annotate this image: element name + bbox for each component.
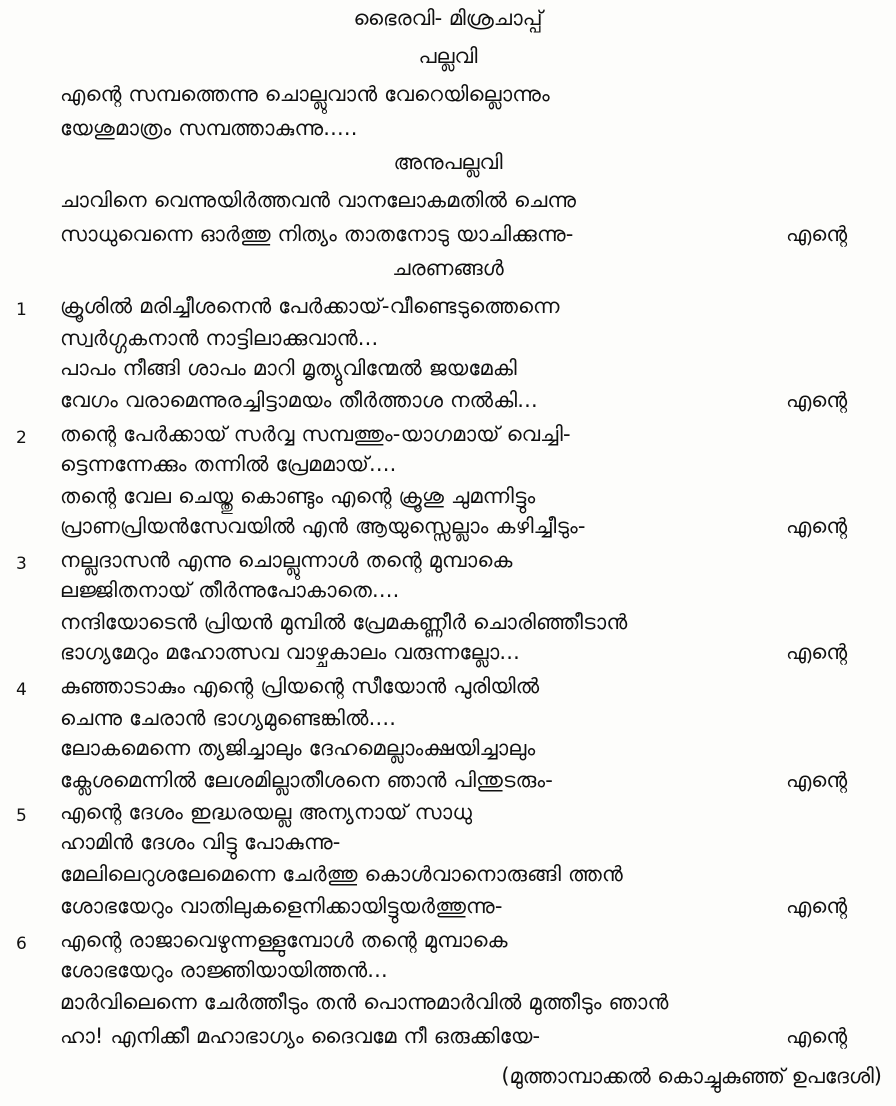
stanza-line: നല്ലദാസൻ എന്നു ചൊല്ലുന്നാൾ തന്റെ മുമ്പാകെ [60, 548, 513, 572]
stanza-line: ഹാ! എനിക്കീ മഹാഭാഗ്യം ദൈവമേ നീ ഒരുക്കിയേ- [60, 1024, 541, 1048]
stanza-line: ഹാമിൻ ദേശം വിട്ടു പോകുന്നു- [60, 830, 341, 854]
anupallavi-line: ചാവിനെ വെന്നുയിർത്തവൻ വാനലോകമതിൽ ചെന്നു [60, 188, 577, 212]
stanza-number: 2 [16, 428, 27, 448]
stanza-line: വേഗം വരാമെന്നുരച്ചിട്ടാമയം തീർത്താശ നൽകി... [60, 388, 538, 412]
stanza-number: 6 [16, 934, 27, 954]
stanza-line: കുഞ്ഞാടാകും എന്റെ പ്രിയന്റെ സീയോൻ പുരിയിൽ [60, 674, 540, 698]
refrain-word: എന്റെ [786, 894, 848, 918]
stanza-number: 5 [16, 806, 27, 826]
stanza-number: 4 [16, 680, 27, 700]
stanza-line: മേലിലെറുശലേമെന്നെ ചേർത്തു കൊൾവാനൊരുങ്ങി ത്തൻ [60, 862, 623, 886]
stanza-line: ട്ടെന്നന്നേക്കും തന്നിൽ പ്രേമമായ്.... [60, 452, 397, 476]
stanza-line: പ്രാണപ്രിയൻസേവയിൽ എൻ ആയുസ്സെല്ലാം കഴിച്ചീടും- [60, 514, 586, 538]
stanza-number: 3 [16, 554, 27, 574]
charanam-heading: ചരണങ്ങൾ [392, 256, 504, 280]
stanza-line: സ്വർഗ്ഗകനാൻ നാട്ടിലാക്കുവാൻ... [60, 326, 379, 350]
anupallavi-line: സാധുവെന്നെ ഓർത്തു നിത്യം താതനോടു യാചിക്കുന്നു- [60, 222, 574, 246]
pallavi-heading: പല്ലവി [418, 44, 478, 68]
pallavi-line: എന്റെ സമ്പത്തെന്നു ചൊല്ലുവാൻ വേറെയില്ലൊന്നും [60, 82, 550, 106]
refrain-word: എന്റെ [786, 1024, 848, 1048]
stanza-line: ക്ലേശമെന്നിൽ ലേശമില്ലാതീശനെ ഞാൻ പിന്തുടരും- [60, 768, 554, 792]
stanza-line: ലോകമെന്നെ ത്യജിച്ചാലും ദേഹമെല്ലാംക്ഷയിച്ചാലും [60, 736, 536, 760]
stanza-number: 1 [16, 300, 27, 320]
pallavi-line: യേശുമാത്രം സമ്പത്താകുന്നു..... [60, 116, 358, 140]
stanza-line: ചെന്നു ചേരാൻ ഭാഗ്യമുണ്ടെങ്കിൽ.... [60, 706, 397, 730]
stanza-line: എന്റെ ദേശം ഇദ്ധരയല്ല അന്യനായ് സാധു [60, 800, 473, 824]
author-attribution: (മുത്താമ്പാക്കൽ കൊച്ചുകുഞ്ഞ് ഉപദേശി) [501, 1064, 882, 1088]
stanza-line: എന്റെ രാജാവെഴുന്നള്ളുമ്പോൾ തന്റെ മുമ്പാകെ [60, 928, 508, 952]
refrain-word: എന്റെ [786, 768, 848, 792]
stanza-line: തന്റെ വേല ചെയ്തു കൊണ്ടും എന്റെ ക്രൂശു ചുമന്നിട്ടും [60, 484, 536, 508]
stanza-line: ശോഭയേറും വാതിലുകളെനിക്കായിട്ടുയർത്തുന്നു- [60, 894, 503, 918]
refrain-word: എന്റെ [786, 640, 848, 664]
refrain-word: എന്റെ [786, 514, 848, 538]
refrain-word: എന്റെ [786, 388, 848, 412]
stanza-line: നന്ദിയോടെൻ പ്രിയൻ മുമ്പിൽ പ്രേമകണ്ണീർ ചൊരിഞ്ഞീടാൻ [60, 610, 628, 634]
anupallavi-heading: അനുപല്ലവി [393, 150, 503, 174]
stanza-line: ലജ്ജിതനായ് തീർന്നുപോകാതെ.... [60, 578, 400, 602]
raga-title: ഭൈരവി- മിശ്രചാപ്പ് [353, 6, 543, 30]
refrain-word: എന്റെ [786, 222, 848, 246]
stanza-line: ശോഭയേറും രാജ്ഞിയായിത്തൻ... [60, 958, 388, 982]
stanza-line: ഭാഗ്യമേറും മഹോത്സവ വാഴ്ചകാലം വരുന്നല്ലോ... [60, 640, 521, 664]
stanza-line: മാർവിലെന്നെ ചേർത്തീടും തൻ പൊന്നുമാർവിൽ മുത്തീടും ഞാൻ [60, 990, 669, 1014]
stanza-line: തന്റെ പേർക്കായ് സർവ്വ സമ്പത്തും-യാഗമായ് വെച്ചി- [60, 422, 571, 446]
stanza-line: പാപം നീങ്ങി ശാപം മാറി മൃത്യുവിന്മേൽ ജയമേകി [60, 356, 517, 380]
stanza-line: ക്രൂശിൽ മരിച്ചീശനെൻ പേർക്കായ്-വീണ്ടെടുത്തെന്നെ [60, 294, 560, 318]
